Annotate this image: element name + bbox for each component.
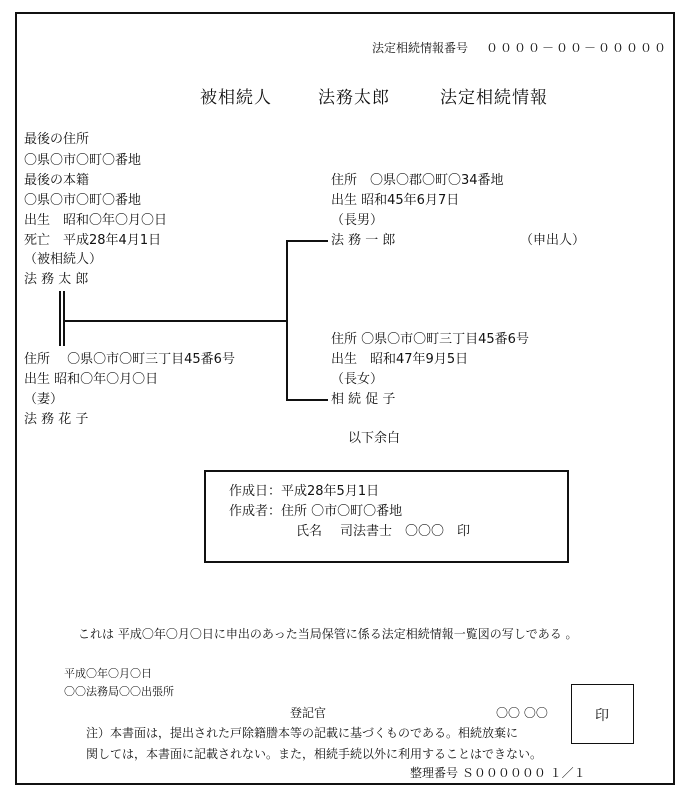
creator-date: 作成日：平成28年5月1日 xyxy=(229,484,380,499)
marriage-line-left xyxy=(59,291,61,346)
decedent-death: 死亡 平成28年4月1日 xyxy=(24,233,162,248)
creator-name: 司法書士 〇〇〇 印 xyxy=(340,524,471,539)
title-doc: 法定相続情報 xyxy=(440,88,548,108)
creator-name-label: 氏名 xyxy=(296,524,323,539)
child1-birth: 出生 昭和45年6月7日 xyxy=(331,193,460,208)
child2-birth: 出生 昭和47年9月5日 xyxy=(331,352,469,367)
child2-name: 相 続 促 子 xyxy=(331,392,396,407)
decedent-last-address: 〇県〇市〇町〇番地 xyxy=(24,153,142,168)
creator-address: 作成者：住所 〇市〇町〇番地 xyxy=(229,504,403,519)
decedent-name: 法 務 太 郎 xyxy=(24,272,89,287)
registrar-label: 登記官 xyxy=(290,706,327,720)
title-role: 被相続人 xyxy=(200,88,272,108)
serial-number: 整理番号 Ｓ００００００ １／１ xyxy=(410,766,586,780)
branch-connector xyxy=(64,320,287,322)
remainder-blank: 以下余白 xyxy=(348,431,401,446)
child1-address: 住所 〇県〇郡〇町〇34番地 xyxy=(331,173,504,188)
spouse-address: 住所 〇県〇市〇町三丁目45番6号 xyxy=(24,352,235,367)
registrar-name: 〇〇 〇〇 xyxy=(496,706,548,720)
children-vertical-line xyxy=(286,240,288,400)
cert-number: ００００－００－０００００ xyxy=(486,41,669,55)
seal-text: 印 xyxy=(595,708,609,724)
spouse-role: （妻） xyxy=(24,392,64,407)
cert-number-label: 法定相続情報番号 xyxy=(372,41,469,55)
child1-connector xyxy=(286,240,328,242)
decedent-last-domicile-label: 最後の本籍 xyxy=(24,173,90,188)
note-line-1: 注）本書面は，提出された戸除籍謄本等の記載に基づくものである。相続放棄に xyxy=(86,726,519,740)
certification-date: 平成〇年〇月〇日 xyxy=(64,667,152,680)
certification-office: 〇〇法務局〇〇出張所 xyxy=(64,685,174,698)
note-line-2: 関しては，本書面に記載されない。また，相続手続以外に利用することはできない。 xyxy=(86,747,543,761)
spouse-birth: 出生 昭和〇年〇月〇日 xyxy=(24,372,159,387)
child1-applicant: （申出人） xyxy=(520,233,586,248)
child1-role: （長男） xyxy=(331,213,384,228)
official-seal xyxy=(571,684,634,744)
decedent-last-domicile: 〇県〇市〇町〇番地 xyxy=(24,193,142,208)
child2-role: （長女） xyxy=(331,372,384,387)
decedent-last-address-label: 最後の住所 xyxy=(24,132,90,147)
child1-name: 法 務 一 郎 xyxy=(331,233,396,248)
title-name: 法務太郎 xyxy=(318,88,390,108)
decedent-role: （被相続人） xyxy=(24,252,103,267)
spouse-name: 法 務 花 子 xyxy=(24,412,89,427)
child2-connector xyxy=(286,399,328,401)
decedent-birth: 出生 昭和〇年〇月〇日 xyxy=(24,213,168,228)
certification-statement: これは 平成〇年〇月〇日に申出のあった当局保管に係る法定相続情報一覧図の写しである 。 xyxy=(78,627,578,641)
marriage-line-right xyxy=(63,291,65,346)
child2-address: 住所 〇県〇市〇町三丁目45番6号 xyxy=(331,332,529,347)
